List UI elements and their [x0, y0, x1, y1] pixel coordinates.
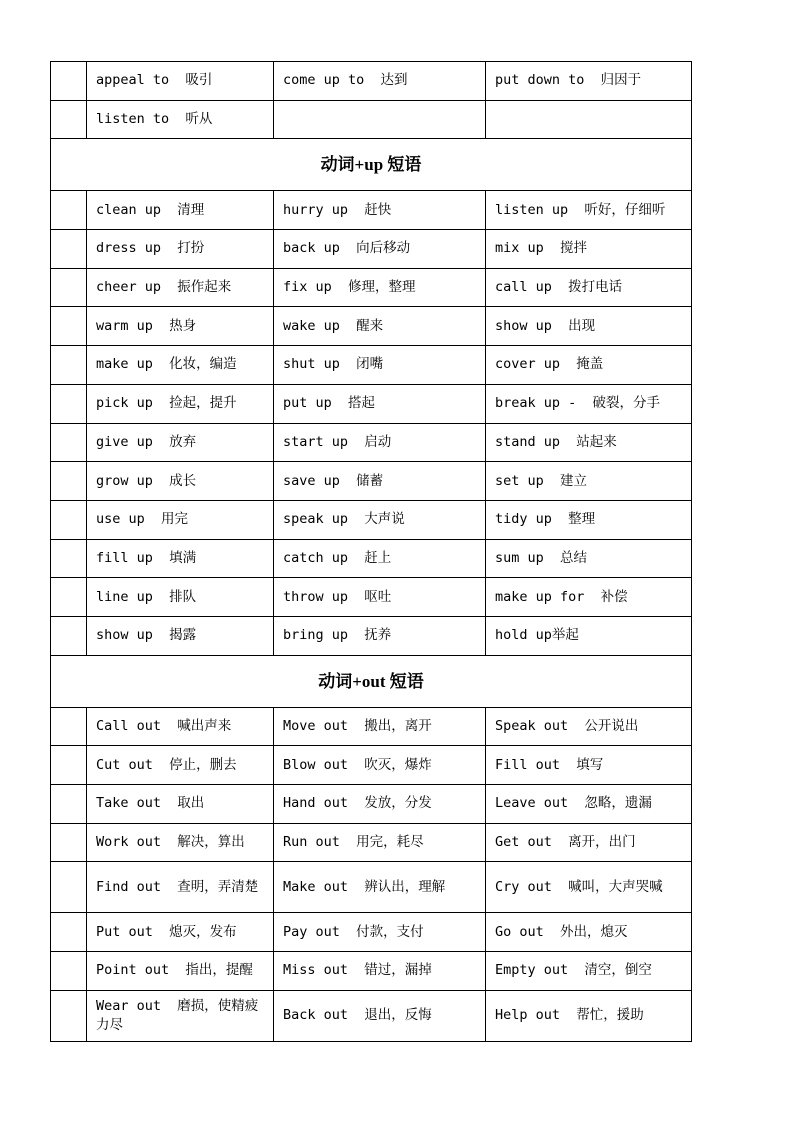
index-cell [51, 990, 87, 1041]
index-cell [51, 862, 87, 913]
section-heading-row [51, 139, 692, 191]
index-cell [51, 616, 87, 655]
phrase-cell: come up to 达到 [274, 62, 486, 101]
phrase-cell: Take out 取出 [87, 785, 274, 824]
phrase-cell: cover up 掩盖 [486, 346, 692, 385]
phrase-cell: make up for 补偿 [486, 578, 692, 617]
table-row [51, 100, 692, 139]
phrase-cell: show up 出现 [486, 307, 692, 346]
table-row [51, 785, 692, 824]
phrase-cell: mix up 搅拌 [486, 230, 692, 269]
phrase-cell: put down to 归因于 [486, 62, 692, 101]
phrase-cell: Wear out 磨损，使精疲力尽 [87, 990, 274, 1041]
index-cell [51, 746, 87, 785]
phrase-cell: show up 揭露 [87, 616, 274, 655]
phrase-cell: pick up 捡起，提升 [87, 384, 274, 423]
phrase-cell: hold up举起 [486, 616, 692, 655]
phrase-cell: throw up 呕吐 [274, 578, 486, 617]
index-cell [51, 578, 87, 617]
table-row [51, 746, 692, 785]
phrase-cell: hurry up 赶快 [274, 191, 486, 230]
phrase-cell: Pay out 付款，支付 [274, 913, 486, 952]
index-cell [51, 707, 87, 746]
table-row [51, 346, 692, 385]
table-row [51, 913, 692, 952]
table-row [51, 462, 692, 501]
phrase-cell: cheer up 振作起来 [87, 268, 274, 307]
table-row [51, 707, 692, 746]
phrase-cell: back up 向后移动 [274, 230, 486, 269]
phrase-cell: make up 化妆，编造 [87, 346, 274, 385]
table-row [51, 823, 692, 862]
index-cell [51, 268, 87, 307]
phrase-cell: Get out 离开，出门 [486, 823, 692, 862]
index-cell [51, 423, 87, 462]
phrase-cell: Speak out 公开说出 [486, 707, 692, 746]
phrase-cell: dress up 打扮 [87, 230, 274, 269]
index-cell [51, 384, 87, 423]
phrase-cell: bring up 抚养 [274, 616, 486, 655]
section-heading: 动词+up 短语 [51, 139, 692, 191]
table-row [51, 230, 692, 269]
index-cell [51, 100, 87, 139]
phrase-cell: Work out 解决，算出 [87, 823, 274, 862]
phrase-cell [486, 100, 692, 139]
phrase-cell: speak up 大声说 [274, 500, 486, 539]
index-cell [51, 823, 87, 862]
section-heading-row [51, 655, 692, 707]
phrase-cell: use up 用完 [87, 500, 274, 539]
phrase-cell: Call out 喊出声来 [87, 707, 274, 746]
phrase-cell: tidy up 整理 [486, 500, 692, 539]
phrase-cell: Go out 外出，熄灭 [486, 913, 692, 952]
index-cell [51, 346, 87, 385]
index-cell [51, 785, 87, 824]
phrase-cell: break up - 破裂，分手 [486, 384, 692, 423]
phrase-cell: call up 拨打电话 [486, 268, 692, 307]
phrase-cell: shut up 闭嘴 [274, 346, 486, 385]
phrase-cell: wake up 醒来 [274, 307, 486, 346]
phrase-cell: Back out 退出，反悔 [274, 990, 486, 1041]
phrase-cell: save up 储蓄 [274, 462, 486, 501]
phrase-cell: fill up 填满 [87, 539, 274, 578]
phrase-cell: Miss out 错过，漏掉 [274, 952, 486, 991]
index-cell [51, 539, 87, 578]
phrase-cell: sum up 总结 [486, 539, 692, 578]
section-heading: 动词+out 短语 [51, 655, 692, 707]
table-row [51, 384, 692, 423]
table-row [51, 578, 692, 617]
phrase-table [50, 61, 692, 1042]
phrase-cell: Help out 帮忙，援助 [486, 990, 692, 1041]
phrase-cell: catch up 赶上 [274, 539, 486, 578]
table-row [51, 307, 692, 346]
phrase-cell: Blow out 吹灭，爆炸 [274, 746, 486, 785]
table-row [51, 990, 692, 1041]
table-row [51, 191, 692, 230]
phrase-cell: start up 启动 [274, 423, 486, 462]
phrase-cell: Point out 指出，提醒 [87, 952, 274, 991]
phrase-cell: stand up 站起来 [486, 423, 692, 462]
phrase-cell: line up 排队 [87, 578, 274, 617]
phrase-cell: warm up 热身 [87, 307, 274, 346]
phrase-cell: Run out 用完，耗尽 [274, 823, 486, 862]
phrase-cell: Cry out 喊叫，大声哭喊 [486, 862, 692, 913]
index-cell [51, 952, 87, 991]
phrase-cell: Find out 查明，弄清楚 [87, 862, 274, 913]
phrase-cell: Move out 搬出，离开 [274, 707, 486, 746]
phrase-cell [274, 100, 486, 139]
index-cell [51, 230, 87, 269]
table-row [51, 539, 692, 578]
phrase-cell: Make out 辨认出，理解 [274, 862, 486, 913]
phrase-cell: fix up 修理，整理 [274, 268, 486, 307]
phrase-cell: Put out 熄灭，发布 [87, 913, 274, 952]
table-row [51, 952, 692, 991]
phrase-cell: Empty out 清空，倒空 [486, 952, 692, 991]
phrase-cell: put up 搭起 [274, 384, 486, 423]
index-cell [51, 307, 87, 346]
table-row [51, 62, 692, 101]
index-cell [51, 500, 87, 539]
phrase-cell: clean up 清理 [87, 191, 274, 230]
table-row [51, 268, 692, 307]
phrase-cell: Leave out 忽略，遗漏 [486, 785, 692, 824]
phrase-cell: give up 放弃 [87, 423, 274, 462]
phrase-cell: set up 建立 [486, 462, 692, 501]
table-row [51, 423, 692, 462]
index-cell [51, 191, 87, 230]
phrase-cell: listen to 听从 [87, 100, 274, 139]
phrase-cell: Cut out 停止，删去 [87, 746, 274, 785]
phrase-cell: listen up 听好，仔细听 [486, 191, 692, 230]
index-cell [51, 62, 87, 101]
table-row [51, 500, 692, 539]
index-cell [51, 462, 87, 501]
phrase-cell: appeal to 吸引 [87, 62, 274, 101]
table-row [51, 862, 692, 913]
phrase-cell: grow up 成长 [87, 462, 274, 501]
phrase-cell: Hand out 发放，分发 [274, 785, 486, 824]
index-cell [51, 913, 87, 952]
phrase-cell: Fill out 填写 [486, 746, 692, 785]
table-row [51, 616, 692, 655]
